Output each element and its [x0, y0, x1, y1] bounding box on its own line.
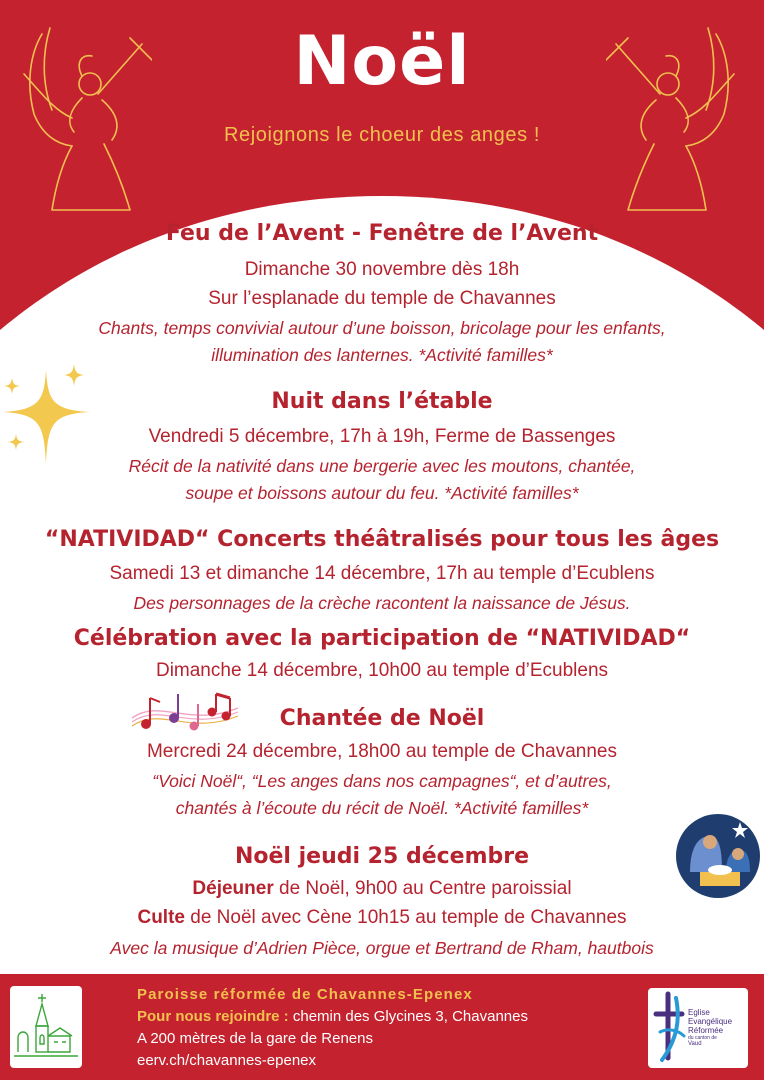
event-date: Vendredi 5 décembre, 17h à 19h, Ferme de Bassenges: [148, 426, 616, 447]
eerv-logo-text: Evangélique: [688, 1017, 733, 1026]
event-detail-bold: Culte: [137, 907, 185, 928]
footer-join-label: Pour nous rejoindre :: [137, 1008, 289, 1025]
footer-distance: A 200 mètres de la gare de Renens: [137, 1030, 373, 1047]
event-title: “NATIVIDAD“ Concerts théâtralisés pour tous les âges: [44, 527, 720, 552]
eerv-logo-text: Réformée: [688, 1026, 724, 1035]
eerv-logo-text: Eglise: [688, 1008, 710, 1017]
church-logo: [10, 986, 82, 1068]
event-date: Mercredi 24 décembre, 18h00 au temple de Chavannes: [146, 741, 617, 762]
event-title: Feu de l’Avent - Fenêtre de l’Avent: [165, 221, 599, 246]
event-detail-rest: de Noël avec Cène 10h15 au temple de Chavannes: [184, 907, 627, 928]
event-description: Récit de la nativité dans une bergerie avec les moutons, chantée,: [128, 456, 636, 476]
event-location: Sur l’esplanade du temple de Chavannes: [208, 288, 556, 309]
event-title: Nuit dans l’étable: [271, 389, 493, 414]
event-date: Dimanche 14 décembre, 10h00 au temple d’Ecublens: [155, 660, 609, 681]
event-description: illumination des lanternes. *Activité familles*: [211, 345, 553, 365]
page-title: Noël: [293, 22, 471, 101]
footer-organization: Paroisse réformée de Chavannes-Epenex: [137, 986, 473, 1003]
event-date: Dimanche 30 novembre dès 18h: [244, 259, 520, 280]
footer-address-text: chemin des Glycines 3, Chavannes: [288, 1008, 528, 1025]
sparkle-stars-icon: [0, 360, 100, 470]
event-detail: [0, 907, 764, 929]
eerv-logo-text: du canton de: [688, 1035, 717, 1041]
eerv-logo: [648, 988, 748, 1068]
event-detail: [0, 878, 764, 900]
event-title: Célébration avec la participation de “NATIVIDAD“: [73, 626, 691, 651]
event-description: chantés à l’écoute du récit de Noël. *Activité familles*: [175, 798, 589, 818]
footer-website[interactable]: eerv.ch/chavannes-epenex: [137, 1052, 317, 1069]
event-description: Chants, temps convivial autour d’une boisson, bricolage pour les enfants,: [98, 318, 666, 338]
event-detail-bold: Déjeuner: [192, 878, 274, 899]
event-description: soupe et boissons autour du feu. *Activité familles*: [185, 483, 579, 503]
eerv-logo-text: Vaud: [688, 1041, 702, 1047]
event-description: “Voici Noël“, “Les anges dans nos campagnes“, et d’autres,: [152, 771, 612, 791]
footer-address: [137, 1008, 528, 1025]
event-title: Noël jeudi 25 décembre: [234, 844, 530, 869]
footer: [0, 974, 764, 1080]
page-subtitle: Rejoignons le choeur des anges !: [223, 124, 541, 146]
event-date: Samedi 13 et dimanche 14 décembre, 17h au temple d’Ecublens: [109, 563, 655, 584]
event-detail-rest: de Noël, 9h00 au Centre paroissial: [273, 878, 572, 899]
event-title: Chantée de Noël: [279, 706, 485, 731]
event-description: Avec la musique d’Adrien Pièce, orgue et Bertrand de Rham, hautbois: [110, 938, 654, 958]
church-icon: [10, 986, 82, 1068]
event-description: Des personnages de la crèche racontent la naissance de Jésus.: [133, 593, 631, 613]
